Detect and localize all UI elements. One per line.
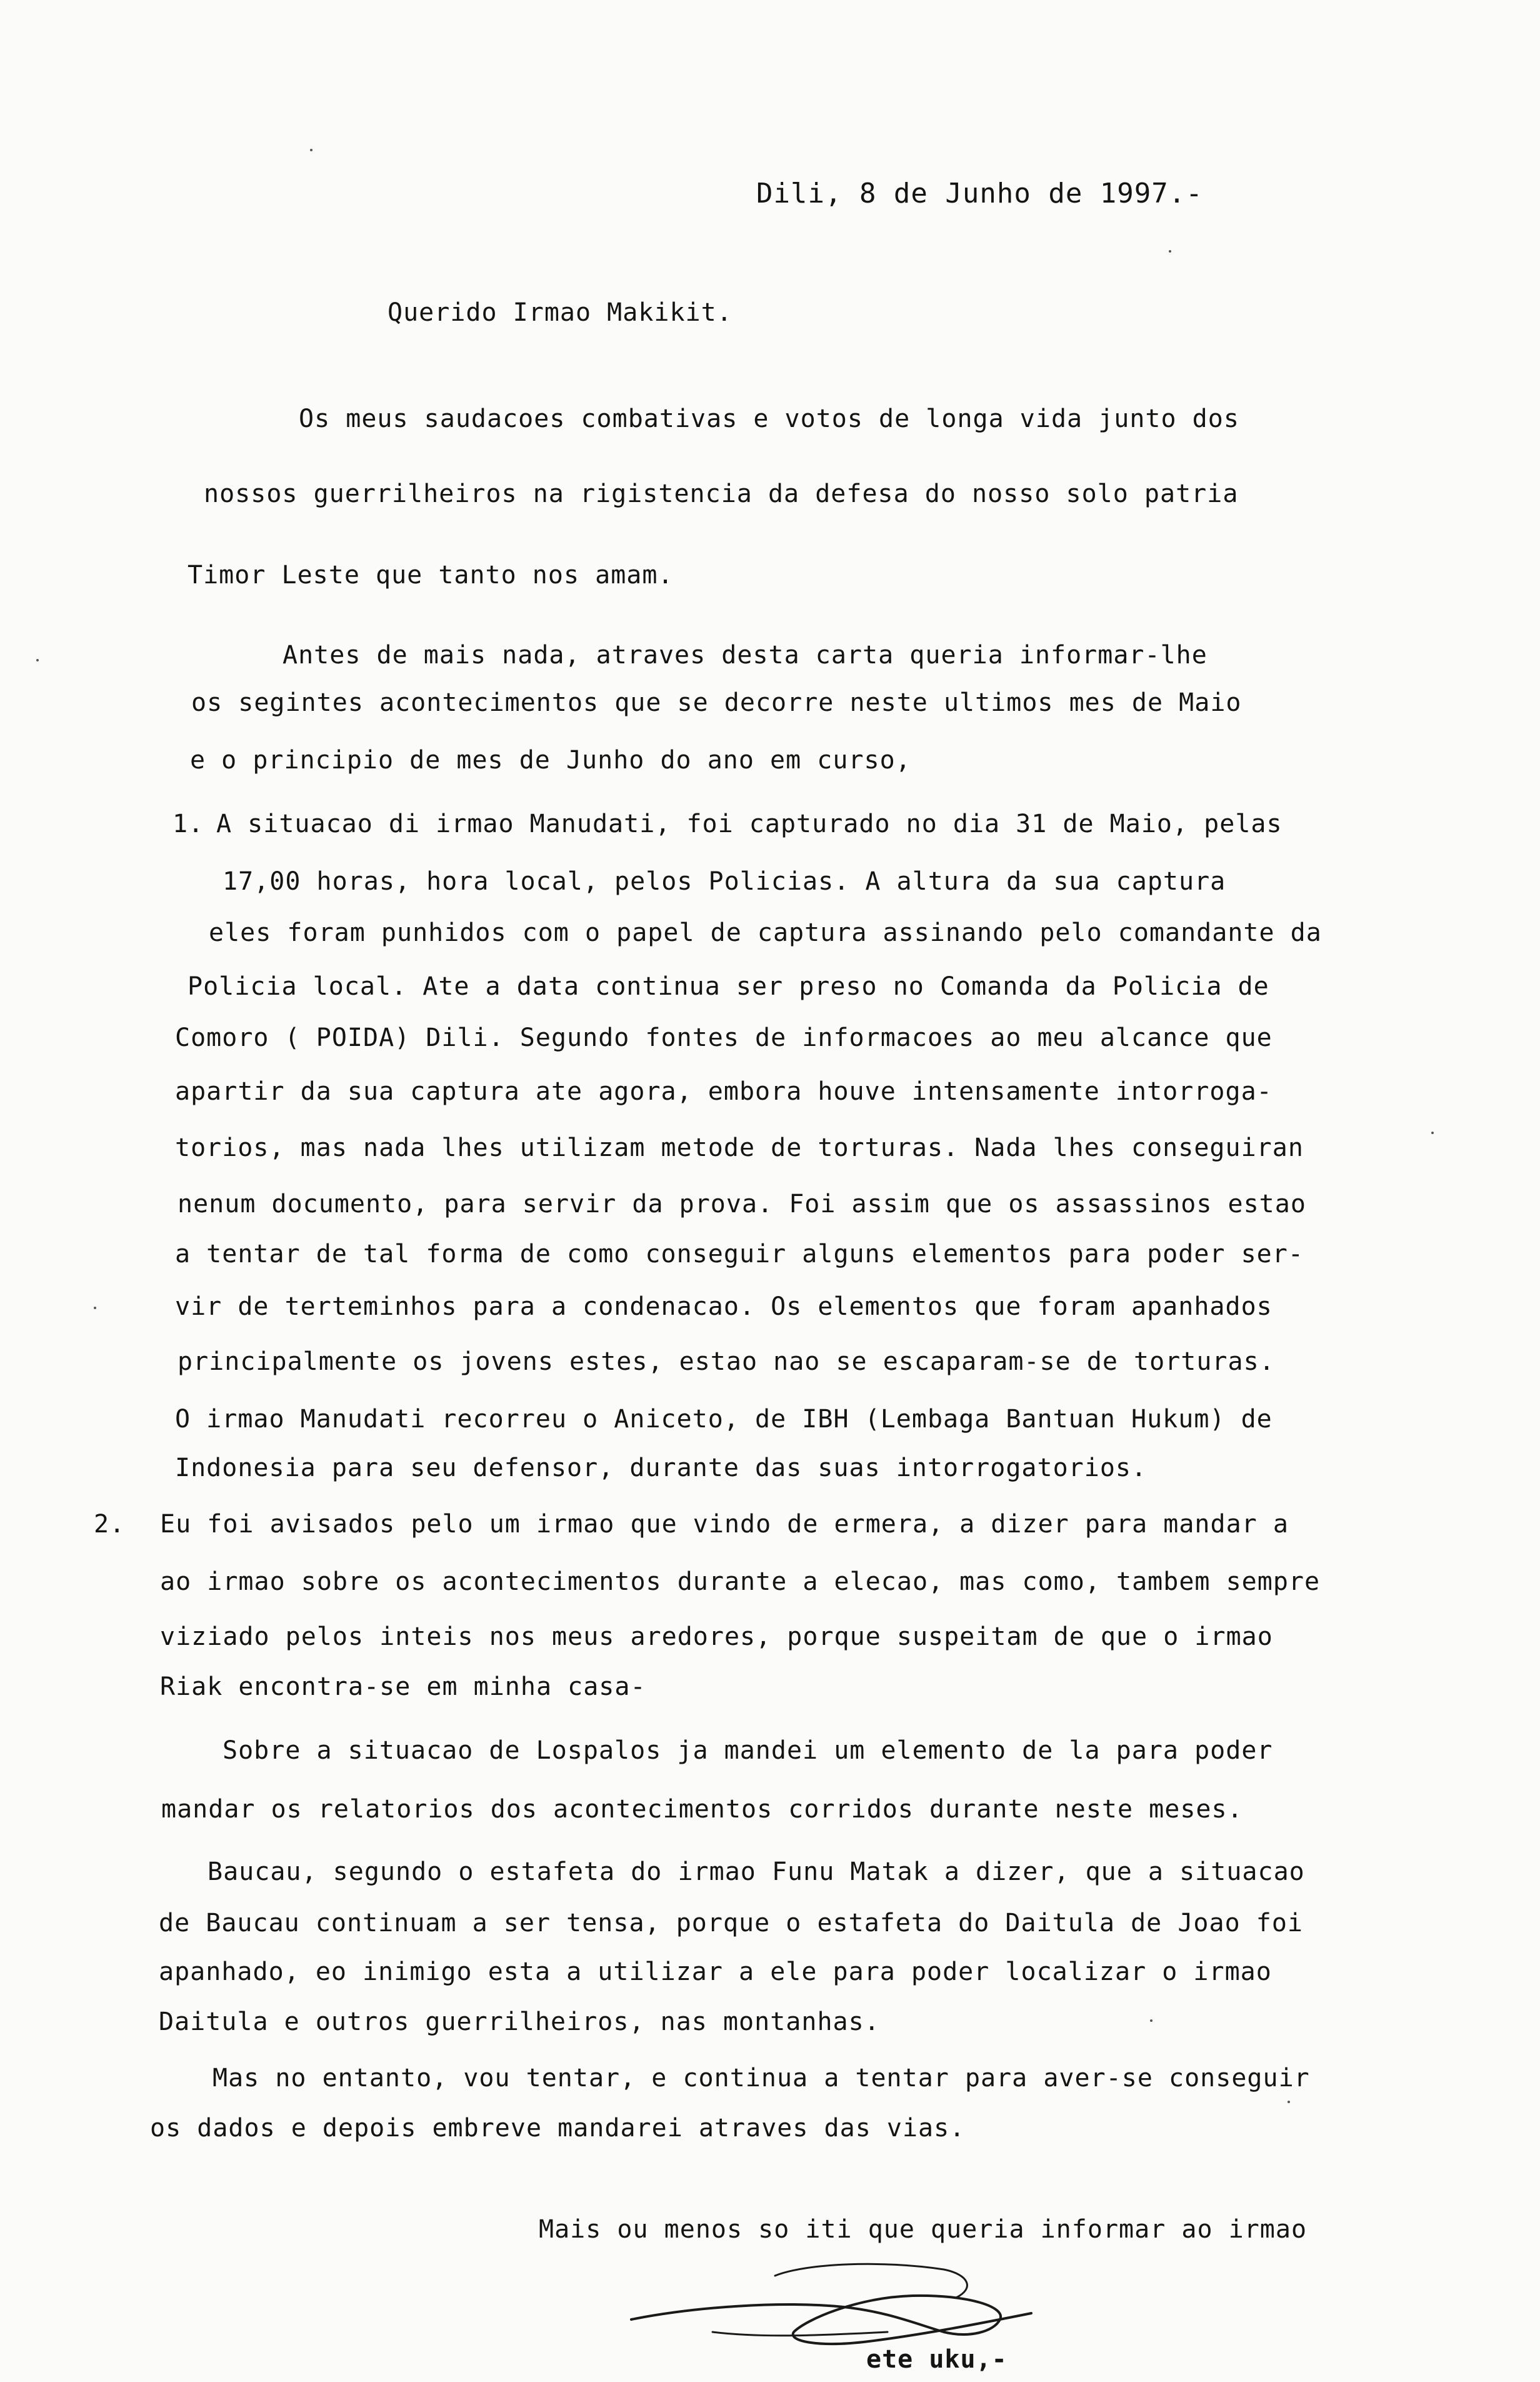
closing-line: Mas no entanto, vou tentar, e continua a tentar para aver-se conseguir	[212, 2064, 1310, 2093]
scan-speck	[1431, 1132, 1434, 1134]
lospalos-line: mandar os relatorios dos acontecimentos corridos durante neste meses.	[161, 1795, 1243, 1824]
item1-line: 17,00 horas, hora local, pelos Policias. A altura da sua captura	[222, 867, 1226, 896]
item-number: 2.	[94, 1510, 126, 1539]
baucau-line: apanhado, eo inimigo esta a utilizar a ele para poder localizar o irmao	[159, 1957, 1272, 1986]
scan-speck	[310, 149, 312, 151]
item1-line: A situacao di irmao Manudati, foi capturado no dia 31 de Maio, pelas	[216, 810, 1282, 838]
item1-line: vir de terteminhos para a condenacao. Os elementos que foram apanhados	[175, 1292, 1272, 1321]
item1-line: O irmao Manudati recorreu o Aniceto, de IBH (Lembaga Bantuan Hukum) de	[175, 1405, 1272, 1434]
item2-line: viziado pelos inteis nos meus aredores, porque suspeitam de que o irmao	[160, 1622, 1273, 1651]
scan-speck	[1288, 2101, 1290, 2103]
intro-line: Antes de mais nada, atraves desta carta queria informar-lhe	[282, 641, 1208, 670]
scan-speck	[1169, 250, 1171, 253]
greeting-line: nossos guerrilheiros na rigistencia da defesa do nosso solo patria	[204, 480, 1239, 508]
intro-line: os segintes acontecimentos que se decorre neste ultimos mes de Maio	[191, 688, 1242, 717]
item1-line: principalmente os jovens estes, estao nao se escaparam-se de torturas.	[178, 1347, 1275, 1376]
letter-date: Dili, 8 de Junho de 1997.-	[756, 178, 1203, 209]
item-number: 1.	[172, 810, 204, 838]
baucau-line: de Baucau continuam a ser tensa, porque o estafeta do Daitula de Joao foi	[159, 1909, 1303, 1937]
greeting-line: Timor Leste que tanto nos amam.	[188, 561, 674, 590]
baucau-line: Daitula e outros guerrilheiros, nas montanhas.	[159, 2008, 880, 2036]
letter-salutation: Querido Irmao Makikit.	[388, 298, 732, 327]
item1-line: Indonesia para seu defensor, durante das suas intorrogatorios.	[175, 1454, 1148, 1482]
sender-name: ete uku,-	[866, 2345, 1008, 2374]
lospalos-line: Sobre a situacao de Lospalos ja mandei um elemento de la para poder	[222, 1736, 1273, 1765]
item2-line: Riak encontra-se em minha casa-	[160, 1672, 646, 1701]
greeting-line: Os meus saudacoes combativas e votos de longa vida junto dos	[299, 405, 1239, 433]
item1-line: Policia local. Ate a data continua ser preso no Comanda da Policia de	[188, 972, 1269, 1001]
scan-speck	[1150, 2019, 1152, 2022]
baucau-line: Baucau, segundo o estafeta do irmao Funu Matak a dizer, que a situacao	[208, 1857, 1305, 1886]
item1-line: Comoro ( POIDA) Dili. Segundo fontes de informacoes ao meu alcance que	[175, 1023, 1272, 1052]
closing-line: os dados e depois embreve mandarei atraves das vias.	[150, 2114, 966, 2143]
signoff-line: Mais ou menos so iti que queria informar ao irmao	[539, 2215, 1308, 2244]
item2-line: ao irmao sobre os acontecimentos durante a elecao, mas como, tambem sempre	[160, 1567, 1321, 1596]
item1-line: apartir da sua captura ate agora, embora houve intensamente intorroga-	[175, 1077, 1272, 1106]
scan-speck	[36, 659, 39, 661]
item1-line: a tentar de tal forma de como conseguir alguns elementos para poder ser-	[175, 1240, 1304, 1269]
intro-line: e o principio de mes de Junho do ano em curso,	[190, 746, 911, 775]
item1-line: torios, mas nada lhes utilizam metode de torturas. Nada lhes conseguiran	[175, 1133, 1304, 1162]
item1-line: eles foram punhidos com o papel de captura assinando pelo comandante da	[209, 918, 1322, 947]
scan-speck	[94, 1307, 96, 1309]
item1-line: nenum documento, para servir da prova. Foi assim que os assassinos estao	[178, 1190, 1306, 1219]
item2-line: Eu foi avisados pelo um irmao que vindo de ermera, a dizer para mandar a	[160, 1510, 1289, 1539]
